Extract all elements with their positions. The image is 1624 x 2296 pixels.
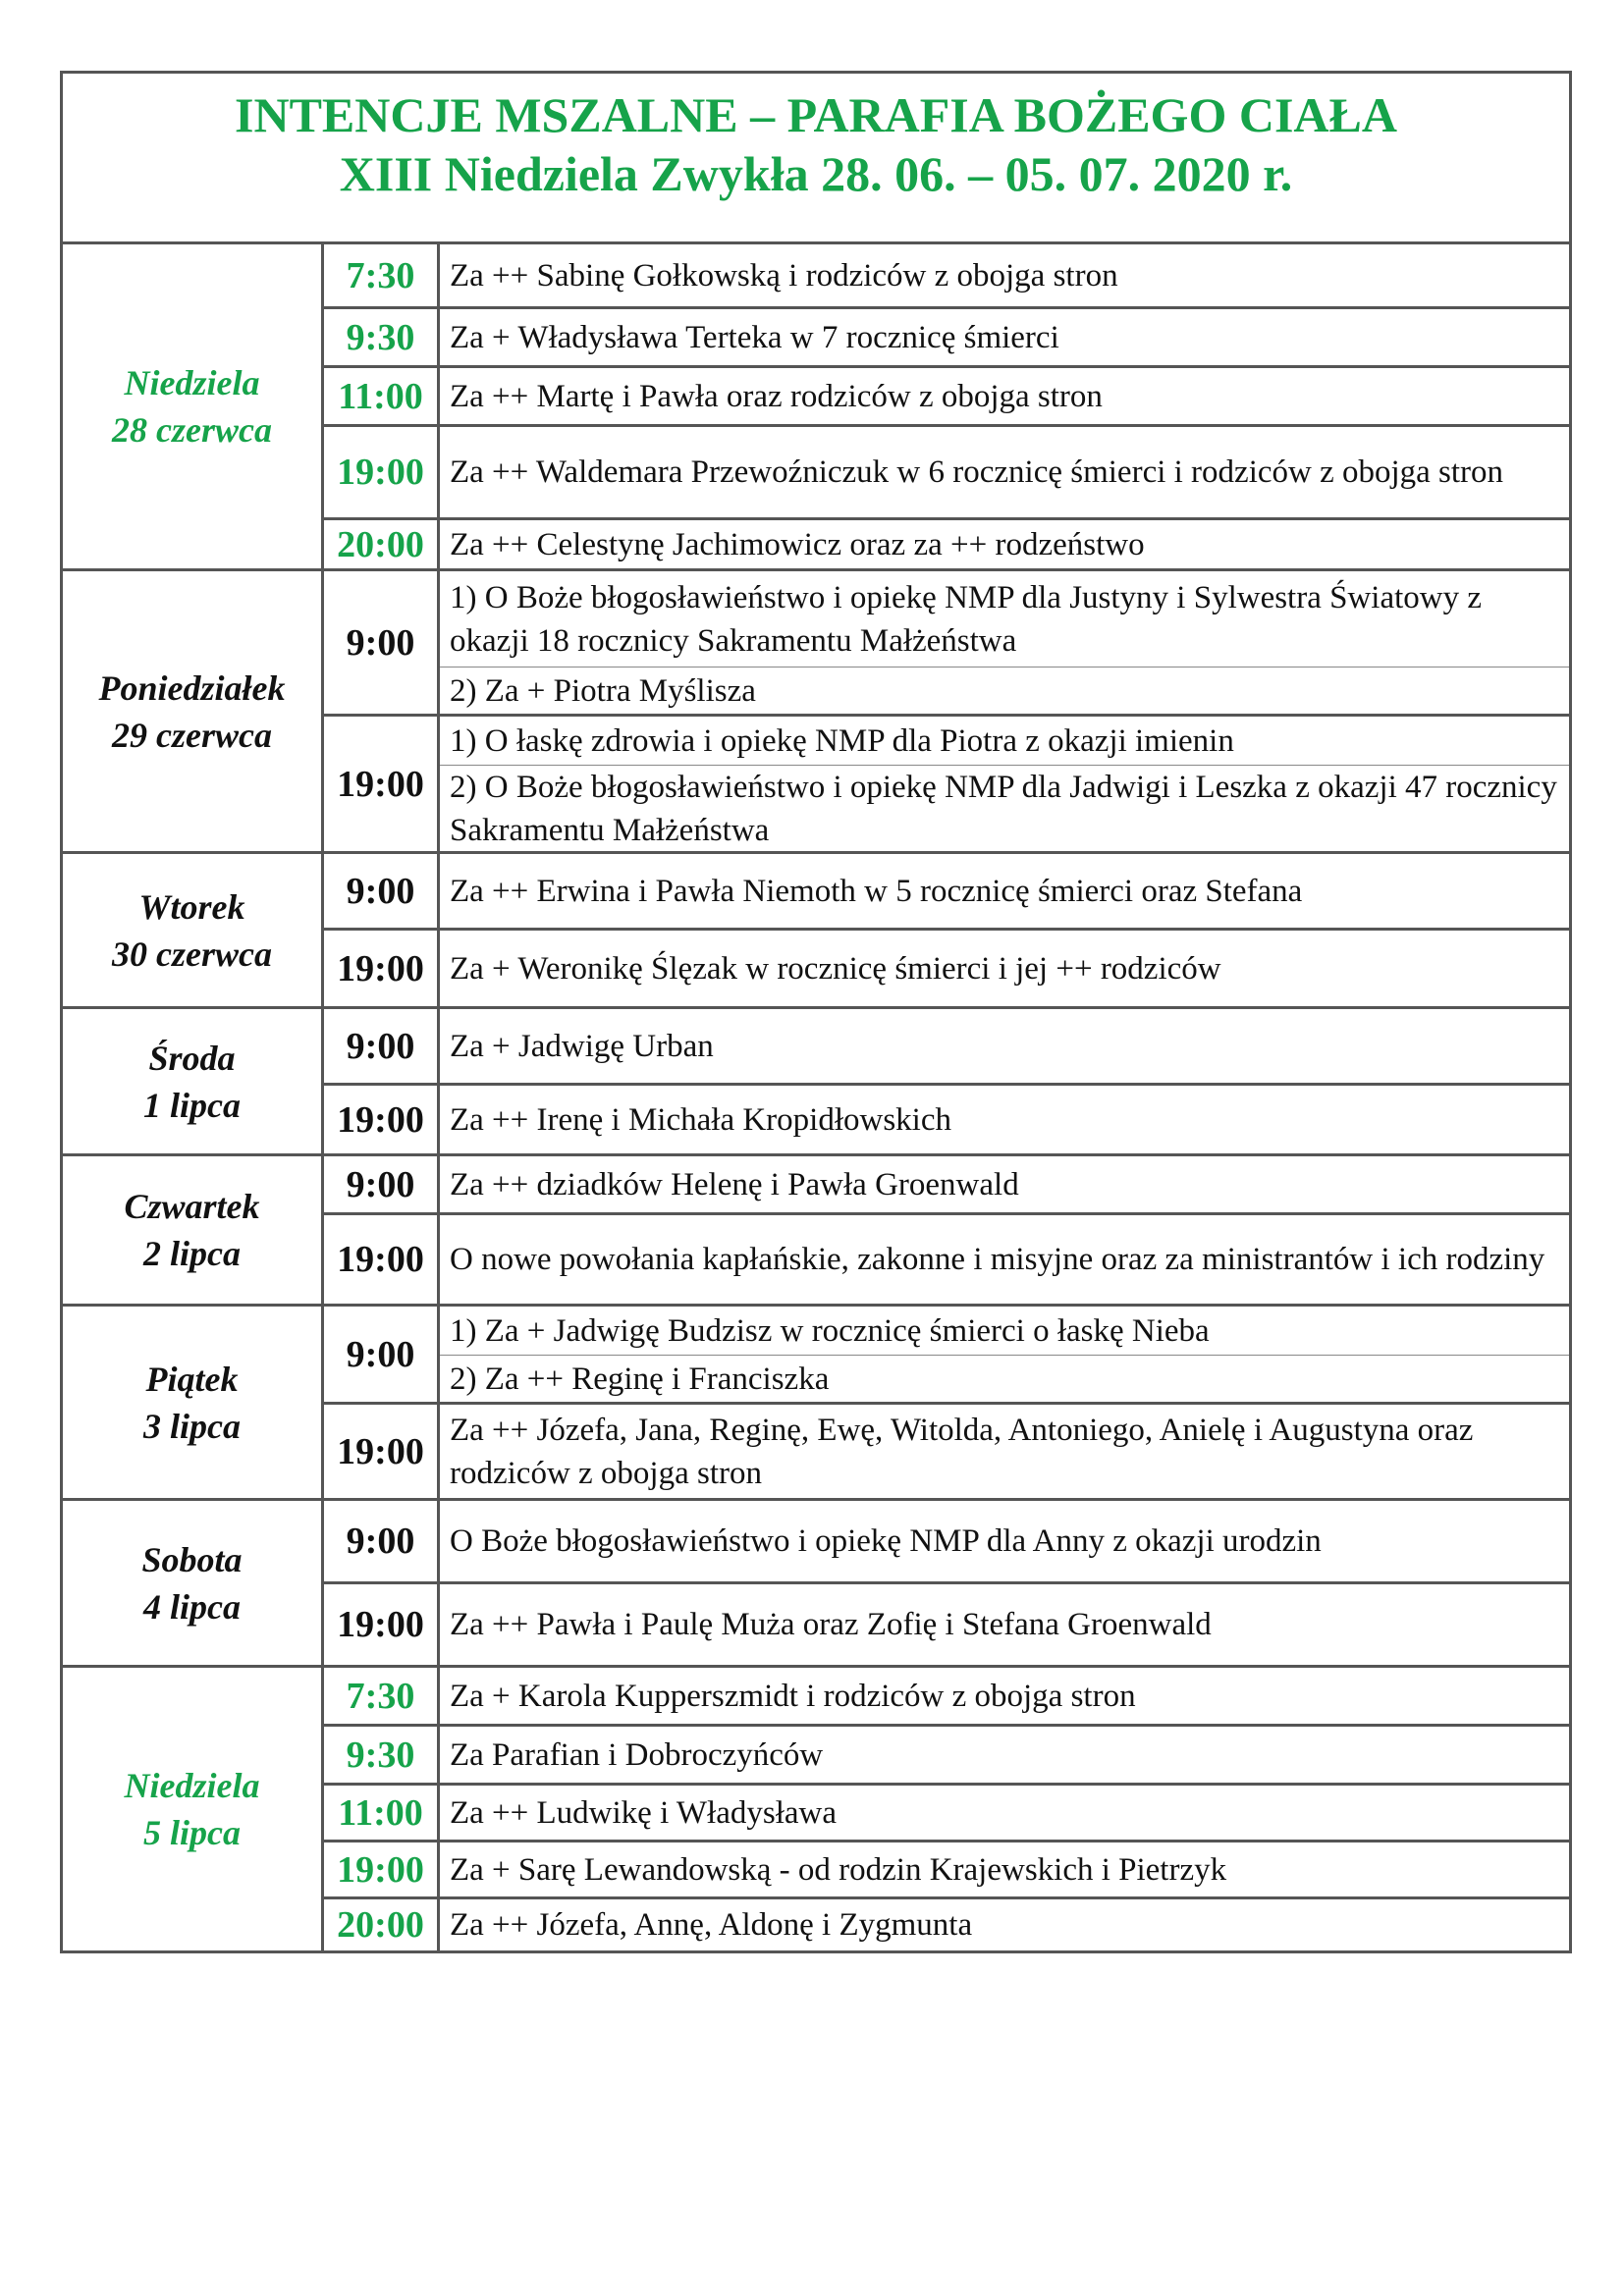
title-line-1: INTENCJE MSZALNE – PARAFIA BOŻEGO CIAŁA [235, 87, 1397, 142]
intention: Za + Władysława Terteka w 7 rocznicę śmierci [440, 309, 1569, 368]
day-date: 30 czerwca [112, 934, 272, 974]
day-name: Wtorek [138, 886, 245, 927]
intention: Za + Sarę Lewandowską - od rodzin Krajewskich i Pietrzyk [440, 1842, 1569, 1899]
day-name: Czwartek [124, 1187, 260, 1226]
mass-time: 9:30 [324, 309, 440, 368]
mass-time: 19:00 [324, 1584, 440, 1668]
day-date: 1 lipca [143, 1085, 241, 1125]
intention: Za ++ Ludwikę i Władysława [440, 1786, 1569, 1842]
day-name: Piątek [145, 1359, 239, 1399]
day-cell [63, 854, 324, 1009]
intention: Za ++ Celestynę Jachimowicz oraz za ++ rodzeństwo [440, 520, 1569, 571]
mass-time: 11:00 [324, 368, 440, 427]
intention: 1) O łaskę zdrowia i opiekę NMP dla Piotra z okazji imienin [440, 717, 1569, 766]
intention: O nowe powołania kapłańskie, zakonne i misyjne oraz za ministrantów i ich rodziny [440, 1215, 1569, 1307]
title-line-2: XIII Niedziela Zwykła 28. 06. – 05. 07. 2020 r. [339, 146, 1293, 201]
page-title [63, 74, 1569, 244]
day-cell [63, 1668, 324, 1950]
day-name: Niedziela [124, 363, 260, 402]
intention: O Boże błogosławieństwo i opiekę NMP dla Anny z okazji urodzin [440, 1501, 1569, 1584]
mass-time: 7:30 [324, 1668, 440, 1727]
intention: Za + Jadwigę Urban [440, 1009, 1569, 1086]
intention: Za + Karola Kupperszmidt i rodziców z obojga stron [440, 1668, 1569, 1727]
intention: Za Parafian i Dobroczyńców [440, 1727, 1569, 1786]
mass-time: 9:00 [324, 1009, 440, 1086]
intention: Za ++ Erwina i Pawła Niemoth w 5 rocznicę śmierci oraz Stefana [440, 854, 1569, 931]
intention: Za ++ Irenę i Michała Kropidłowskich [440, 1086, 1569, 1156]
mass-time: 20:00 [324, 1899, 440, 1950]
mass-time: 9:00 [324, 854, 440, 931]
intention: Za ++ Waldemara Przewoźniczuk w 6 rocznicę śmierci i rodziców z obojga stron [440, 427, 1569, 520]
mass-time: 9:30 [324, 1727, 440, 1786]
intention: Za ++ Martę i Pawła oraz rodziców z obojga stron [440, 368, 1569, 427]
intention: Za ++ Pawła i Paulę Muża oraz Zofię i Stefana Groenwald [440, 1584, 1569, 1668]
day-name: Sobota [141, 1539, 243, 1579]
day-cell [63, 1156, 324, 1307]
day-cell [63, 244, 324, 571]
mass-time: 19:00 [324, 427, 440, 520]
mass-time: 9:00 [324, 1501, 440, 1584]
intention: 2) Za + Piotra Myślisza [440, 667, 1569, 717]
day-cell [63, 571, 324, 854]
intention: Za ++ Józefa, Jana, Reginę, Ewę, Witolda, Antoniego, Anielę i Augustyna oraz rodziców z obojga stron [440, 1405, 1569, 1501]
day-date: 3 lipca [143, 1406, 241, 1446]
mass-time: 9:00 [324, 571, 440, 717]
day-name: Poniedziałek [98, 667, 286, 708]
intention: 1) Za + Jadwigę Budzisz w rocznicę śmierci o łaskę Nieba [440, 1307, 1569, 1356]
mass-time: 9:00 [324, 1307, 440, 1405]
mass-time: 19:00 [324, 931, 440, 1009]
day-date: 5 lipca [143, 1813, 241, 1852]
intention: Za ++ dziadków Helenę i Pawła Groenwald [440, 1156, 1569, 1215]
day-date: 29 czerwca [112, 715, 272, 755]
mass-time: 19:00 [324, 717, 440, 854]
intention: Za ++ Józefa, Annę, Aldonę i Zygmunta [450, 1907, 973, 1943]
intention: Za ++ Sabinę Gołkowską i rodziców z obojga stron [440, 244, 1569, 309]
day-cell [63, 1009, 324, 1156]
intention: Za + Weronikę Ślęzak w rocznicę śmierci i jej ++ rodziców [440, 931, 1569, 1009]
mass-time: 9:00 [324, 1156, 440, 1215]
day-name: Niedziela [124, 1766, 260, 1805]
day-date: 28 czerwca [112, 410, 272, 450]
day-date: 2 lipca [143, 1234, 241, 1273]
mass-time: 11:00 [324, 1786, 440, 1842]
mass-time: 7:30 [324, 244, 440, 309]
intentions-table [60, 71, 1572, 1953]
day-cell [63, 1307, 324, 1501]
intention: 2) O Boże błogosławieństwo i opiekę NMP dla Jadwigi i Leszka z okazji 47 rocznicy Sakramentu Małżeństwa [440, 766, 1569, 854]
mass-time: 19:00 [324, 1086, 440, 1156]
day-name: Środa [148, 1038, 236, 1078]
mass-time: 19:00 [324, 1215, 440, 1307]
day-date: 4 lipca [143, 1586, 241, 1627]
mass-time: 19:00 [324, 1842, 440, 1899]
intention: 2) Za ++ Reginę i Franciszka [440, 1356, 1569, 1405]
mass-time: 20:00 [324, 520, 440, 571]
mass-time: 19:00 [324, 1405, 440, 1501]
intention: 1) O Boże błogosławieństwo i opiekę NMP dla Justyny i Sylwestra Światowy z okazji 18 rocznicy Sakramentu Małżeństwa [440, 571, 1569, 667]
day-cell [63, 1501, 324, 1668]
